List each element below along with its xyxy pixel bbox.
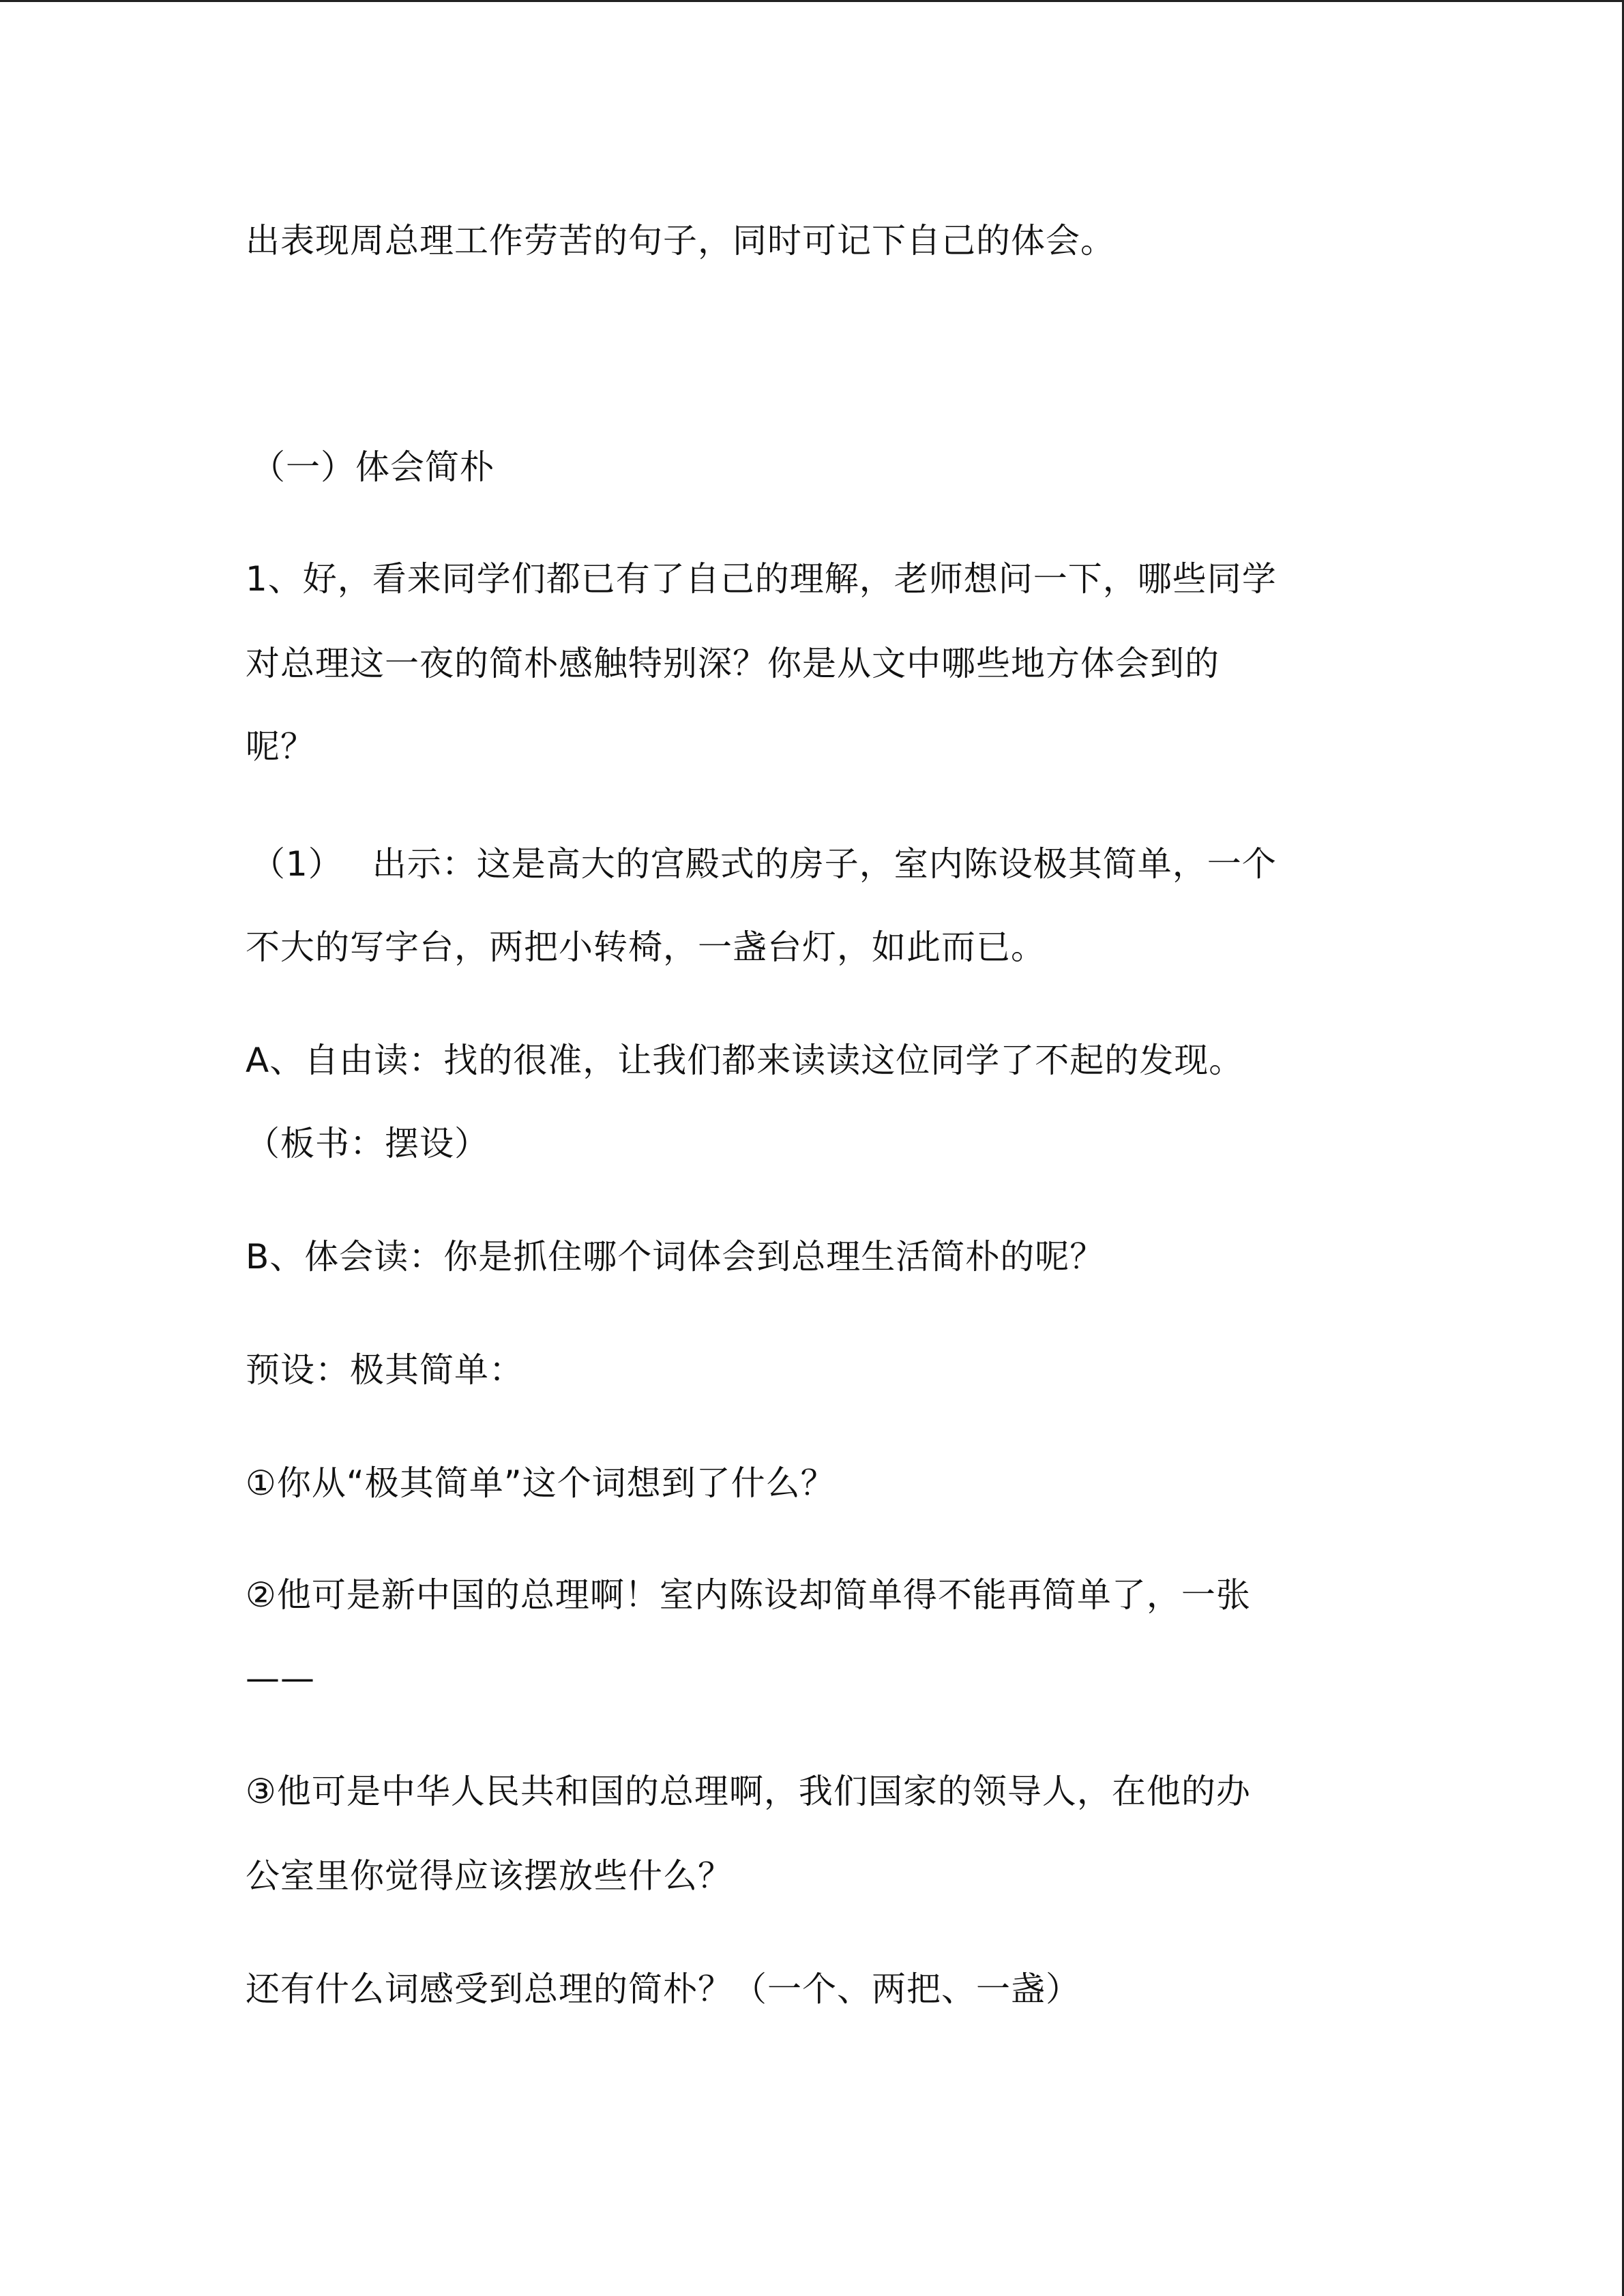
section-heading: （一）体会简朴 bbox=[251, 447, 494, 487]
numbered-item-3-line-2: 公室里你觉得应该摆放些什么？ bbox=[246, 1856, 733, 1896]
closing-question: 还有什么词感受到总理的简朴？（一个、两把、一盏） bbox=[246, 1969, 1080, 2009]
numbered-item-2-line-1: ②他可是新中国的总理啊！室内陈设却简单得不能再简单了，一张 bbox=[246, 1575, 1251, 1615]
numbered-item-2-line-2: —— bbox=[246, 1658, 315, 1698]
numbered-item-3-line-1: ③他可是中华人民共和国的总理啊，我们国家的领导人，在他的办 bbox=[246, 1772, 1251, 1811]
question-line-1: 1、好，看来同学们都已有了自己的理解，老师想问一下，哪些同学 bbox=[246, 559, 1277, 599]
excerpt-line-1: （1） 出示：这是高大的宫殿式的房子，室内陈设极其简单，一个 bbox=[251, 844, 1277, 884]
paragraph-line-intro: 出表现周总理工作劳苦的句子，同时可记下自己的体会。 bbox=[246, 221, 1115, 260]
step-b-line: B、体会读：你是抓住哪个词体会到总理生活简朴的呢？ bbox=[246, 1237, 1105, 1277]
board-note: （板书：摆设） bbox=[246, 1124, 489, 1163]
preset-line: 预设：极其简单： bbox=[246, 1350, 524, 1390]
step-a-line-1: A、自由读：找的很准，让我们都来读读这位同学了不起的发现。 bbox=[246, 1041, 1244, 1080]
question-line-2: 对总理这一夜的简朴感触特别深？你是从文中哪些地方体会到的 bbox=[246, 644, 1220, 683]
excerpt-line-2: 不大的写字台，两把小转椅，一盏台灯，如此而已。 bbox=[246, 927, 1046, 967]
question-line-3: 呢？ bbox=[246, 727, 315, 766]
numbered-item-1: ①你从“极其简单”这个词想到了什么？ bbox=[246, 1463, 836, 1503]
